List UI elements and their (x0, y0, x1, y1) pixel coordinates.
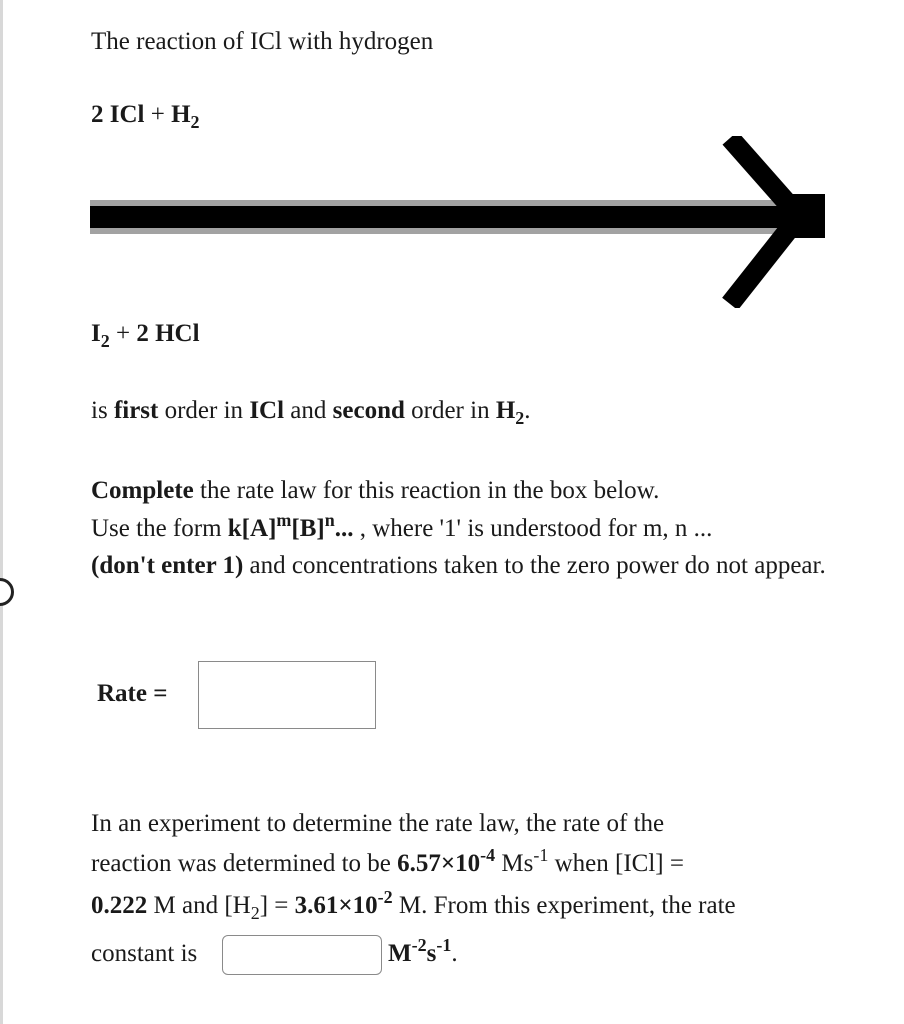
side-handle-icon[interactable] (0, 578, 14, 606)
k-units: $M^{-2}s^{-1}$. (388, 935, 458, 967)
instructions: Complete the rate law for this reaction in the box below. Use the form $k[A]^m[B]^n$... , where '1' is understood for m, n ... (don't enter 1) and concentrations taken to the zero power do not appear. (91, 477, 826, 579)
left-border (0, 0, 3, 1024)
products: $I_2 + 2$ HCl (91, 320, 200, 351)
reaction-arrow-icon (90, 136, 830, 308)
experiment-line-2: reaction was determined to be $6.57\times 10^{-4}$ $Ms^{-1}$ when [ICl] = (91, 845, 684, 877)
reactants: 2 ICl + $H_2$ (91, 101, 200, 132)
experiment-line-3: 0.222 M and $[H_2] = 3.61\times 10^{-2}$ M. From this experiment, the rate (91, 887, 736, 923)
rate-label: Rate = (97, 680, 168, 707)
rate-law-input[interactable] (198, 661, 376, 729)
order-statement: is first order in ICl and second order in $H_2$. (91, 397, 531, 428)
rate-constant-input[interactable] (222, 935, 382, 975)
constant-is-label: constant is (91, 940, 198, 967)
experiment-line-1: In an experiment to determine the rate law, the rate of the (91, 810, 665, 837)
question-title: The reaction of ICl with hydrogen (91, 28, 434, 55)
